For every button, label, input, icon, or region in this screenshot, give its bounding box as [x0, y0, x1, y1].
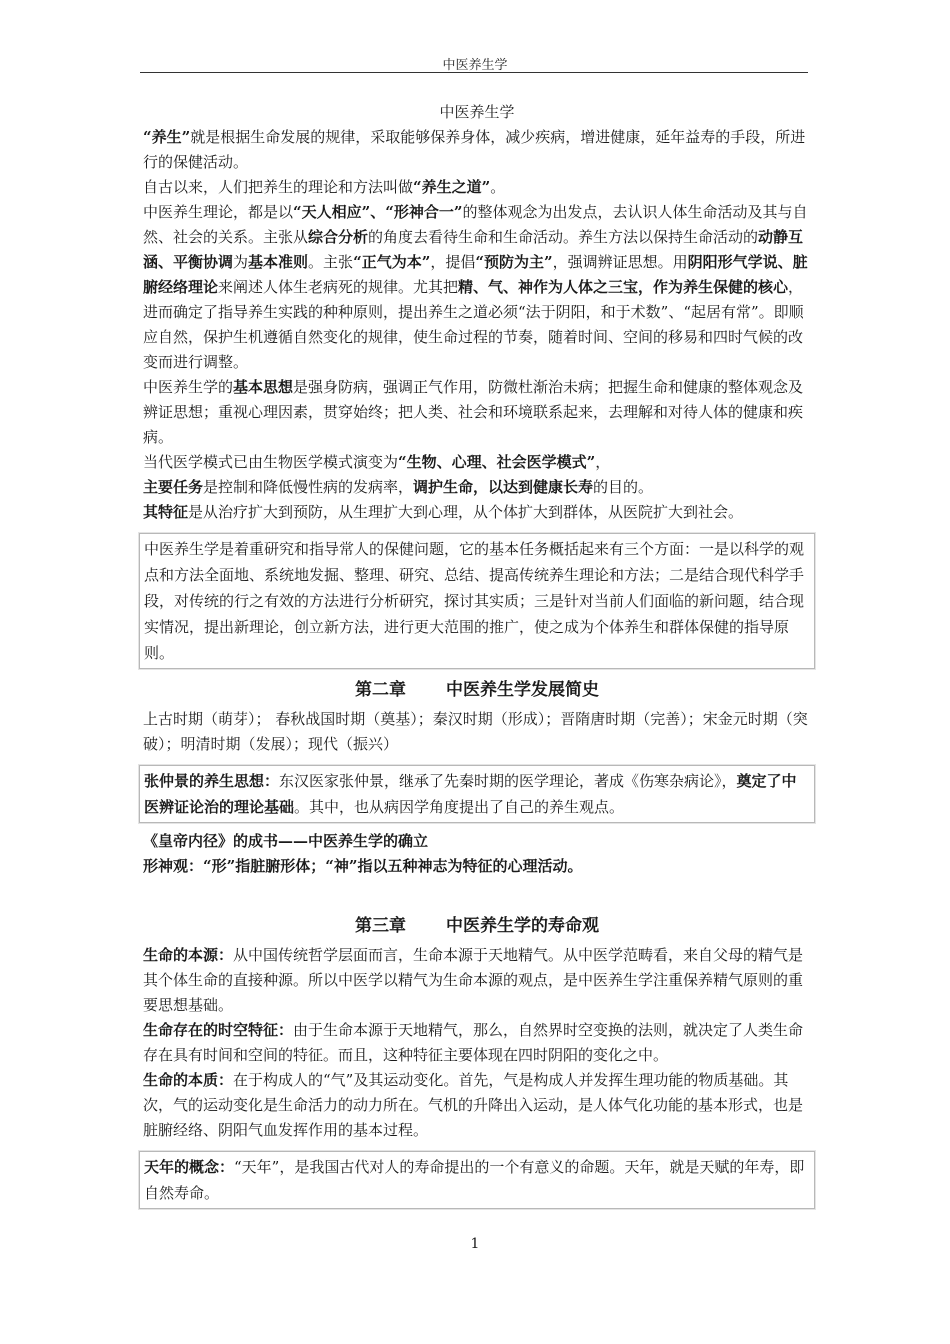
- basic-tasks-text: 中医养生学是着重研究和指导常人的保健问题，它的基本任务概括起来有三个方面：一是以科学的观点和方法全面地、系统地发掘、整理、研究、总结、提高传统养生理论和方法；二是结合现代科学手段，对传统的行之有效的方法进行分析研究，探讨其实质；三是针对当前人们面临的新问题，结合现实情况，提出新理论，创立新方法，进行更大范围的推广，使之成为个体养生和群体保健的指导原则。: [144, 540, 805, 662]
- paragraph-periods: 上古时期（萌芽）； 春秋战国时期（奠基）；秦汉时期（形成）；晋隋唐时期（完善）；宋金元时期（突破）；明清时期（发展）；现代（振兴）: [143, 710, 808, 753]
- text-segment: 的整体观念为出发点，去认识人体生命活动及其与自然、社会的关系。主张从: [143, 203, 808, 246]
- paragraph-yangsheng-dao: [143, 175, 811, 200]
- bold-term: 生命的本源：: [143, 946, 234, 964]
- zhang-zhongjing-text: [144, 768, 810, 820]
- chapter-number: 第二章: [355, 680, 406, 700]
- chapter-3-heading: [143, 911, 811, 941]
- term-yangsheng-dao: “养生之道”: [413, 178, 491, 196]
- paragraph-theory: [143, 200, 811, 375]
- bold-term: 调护生命，以达到健康长寿: [413, 478, 594, 496]
- text-segment: 中医养生学的: [143, 378, 234, 396]
- text-segment: “天年”，是我国古代对人的寿命提出的一个有意义的命题。天年，就是天赋的年寿，即自然寿命。: [144, 1158, 805, 1202]
- chapter-2-heading: [143, 675, 811, 705]
- paragraph-basic-thought: [143, 375, 811, 450]
- bold-term: 基本准则: [248, 253, 309, 271]
- text-segment: ，: [595, 453, 611, 471]
- text-segment: 从中国传统哲学层面而言，生命本源于天地精气。从中医学范畴看，来自父母的精气是其个体生命的直接种源。所以中医学以精气为生命本源的观点，是中医养生学注重保养精气原则的重要思想基础。: [143, 946, 804, 1014]
- paragraph-yangsheng-definition: [143, 125, 811, 175]
- text-segment: 当代医学模式已由生物医学模式演变为: [143, 453, 399, 471]
- text-segment: 。其中，也从病因学角度提出了自己的养生观点。: [294, 798, 625, 816]
- bold-term: 综合分析: [308, 228, 369, 246]
- chapter-title: 中医养生学发展简史: [446, 680, 599, 700]
- bold-term: 奠定了中医辨证论治的理论基础: [144, 772, 797, 816]
- text-segment: 是控制和降低慢性病的发病率，: [203, 478, 414, 496]
- paragraph-feature: [143, 500, 811, 525]
- text-segment: 。主张: [308, 253, 354, 271]
- text-segment: 在于构成人的“气”及其运动变化。首先，气是构成人并发挥生理功能的物质基础。其次，气的运动变化是生命活力的动力所在。气机的升降出入运动，是人体气化功能的基本形式，也是脏腑经络、阴阳气血发挥作用的基本过程。: [143, 1071, 804, 1139]
- bold-term: 天年的概念：: [144, 1158, 235, 1176]
- text-segment: 自古以来，人们把养生的理论和方法叫做: [143, 178, 414, 196]
- header-divider: [140, 72, 808, 73]
- text-segment: 来阐述人体生老病死的规律。尤其把: [218, 278, 459, 296]
- text-segment: 的角度去看待生命和生命活动。养生方法以保持生命活动的: [368, 228, 759, 246]
- paragraph-medical-model: [143, 450, 811, 475]
- bold-term: 精、气、神作为人体之三宝，作为养生保健的核心: [458, 278, 789, 296]
- bold-term: “天人相应”、“形神合一”: [293, 203, 463, 221]
- text-segment: ，进而确定了指导养生实践的种种原则，提出养生之道必须“法于阴阳，和于术数”、“起居有常”。即顺应自然，保护生机遵循自然变化的规律，使生命过程的节奏，随着时间、空间的移易和四时气候的改变而进行调整。: [143, 278, 804, 371]
- paragraph-life-source: [143, 943, 811, 1018]
- paragraph-neijing: 《皇帝内径》的成书——中医养生学的确立: [143, 832, 429, 850]
- basic-tasks-box: [139, 533, 815, 669]
- term-yangsheng: “养生”: [143, 128, 191, 146]
- bold-term: 阴阳形气学说、脏腑经络理论: [143, 253, 808, 296]
- paragraph-spacetime: [143, 1018, 811, 1068]
- document-body: [143, 100, 811, 1209]
- bold-term: 基本思想: [233, 378, 294, 396]
- text-segment: 东汉医家张仲景，继承了先秦时期的医学理论，著成《伤寒杂病论》，: [279, 772, 737, 790]
- bold-term: “预防为主”: [475, 253, 553, 271]
- zhang-zhongjing-box: [139, 765, 815, 823]
- chapter-number: 第三章: [355, 916, 406, 936]
- text-segment: ，强调辨证思想。用: [552, 253, 688, 271]
- page-header-title: 中医养生学: [442, 58, 508, 73]
- text-segment: 。: [490, 178, 506, 196]
- text-segment: 中医养生理论，都是以: [143, 203, 294, 221]
- page-number: 1: [470, 1236, 480, 1252]
- bold-term: 生命的本质：: [143, 1071, 234, 1089]
- text-segment: 为: [233, 253, 249, 271]
- text-segment: 是从治疗扩大到预防，从生理扩大到心理，从个体扩大到群体，从医院扩大到社会。: [188, 503, 744, 521]
- bold-term: 生命存在的时空特征：: [143, 1021, 294, 1039]
- chapter-title: 中医养生学的寿命观: [446, 916, 599, 936]
- bold-term: 张仲景的养生思想：: [144, 772, 280, 790]
- text-segment: 的目的。: [593, 478, 654, 496]
- paragraph-life-essence: [143, 1068, 811, 1143]
- bold-term: “生物、心理、社会医学模式”: [398, 453, 596, 471]
- tiannian-text: [144, 1154, 810, 1206]
- text-segment: 由于生命本源于天地精气，那么，自然界时空变换的法则，就决定了人类生命存在具有时间和空间的特征。而且，这种特征主要体现在四时阴阳的变化之中。: [143, 1021, 804, 1064]
- paragraph-main-task: [143, 475, 811, 500]
- document-title: 中医养生学: [439, 103, 515, 121]
- tiannian-box: [139, 1151, 815, 1209]
- bold-term: 动静互涵、平衡协调: [143, 228, 804, 271]
- bold-term: 主要任务: [143, 478, 204, 496]
- bold-term: 其特征: [143, 503, 189, 521]
- text-segment: ，提倡: [430, 253, 476, 271]
- text-segment: 就是根据生命发展的规律，采取能够保养身体，减少疾病，增进健康，延年益寿的手段，所进行的保健活动。: [143, 128, 806, 171]
- bold-term: “正气为本”: [353, 253, 431, 271]
- paragraph-xingshen: 形神观：“形”指脏腑形体；“神”指以五种神志为特征的心理活动。: [143, 857, 583, 875]
- text-segment: 是强身防病，强调正气作用，防微杜渐治未病；把握生命和健康的整体观念及辨证思想；重视心理因素，贯穿始终；把人类、社会和环境联系起来，去理解和对待人体的健康和疾病。: [143, 378, 804, 446]
